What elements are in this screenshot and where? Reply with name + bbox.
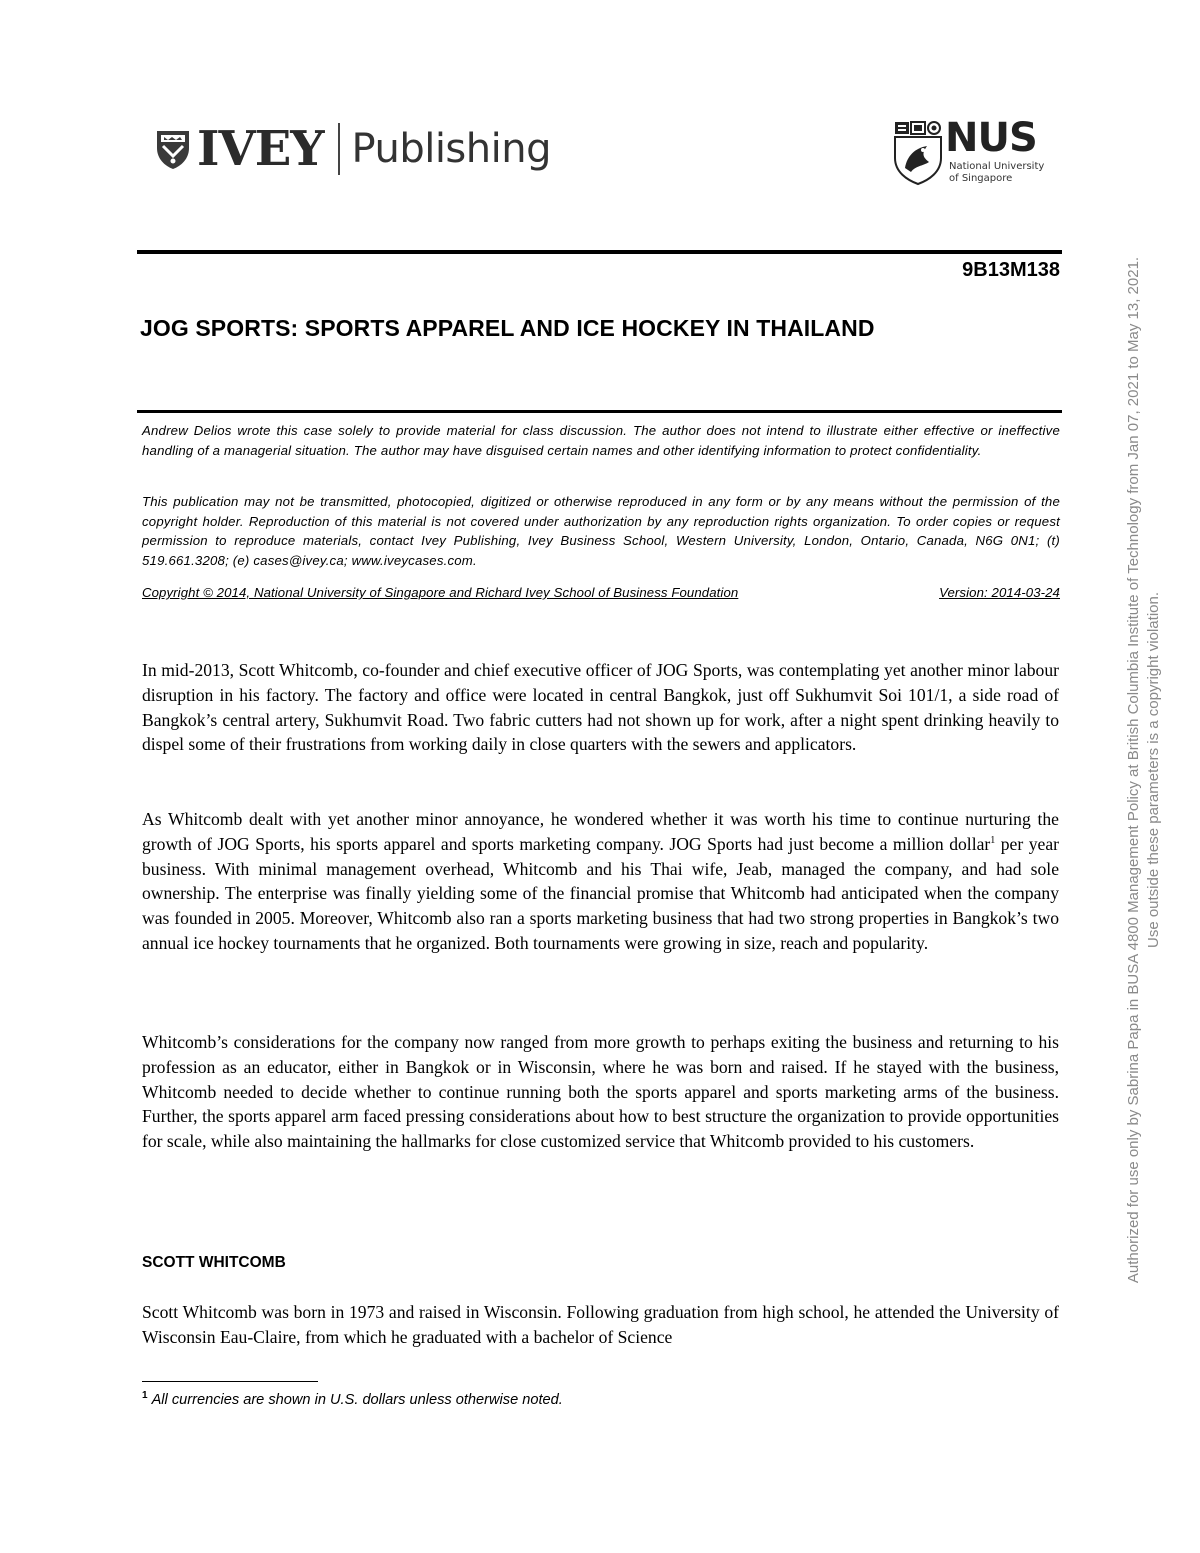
paragraph-considerations: Whitcomb’s considerations for the company now ranged from more growth to perhaps exiting the business and returning to his profession as an educator, either in Bangkok or in Wisconsin, where he was born and raised. If he stayed with the business, Whitcomb needed to decide whether to continue running both the sports apparel and sports marketing arms of the business. Further, the sports apparel arm faced pressing considerations about how to best structure the organization to provide opportunities for scale, while also maintaining the hallmarks for close customized service that Whitcomb provided to his customers. <box>142 1032 1059 1152</box>
paragraph-biography: Scott Whitcomb was born in 1973 and raised in Wisconsin. Following graduation from high school, he attended the University of Wisconsin Eau-Claire, from which he graduated with a bachelor of Science <box>142 1302 1059 1347</box>
ivey-shield-icon <box>155 128 191 170</box>
watermark-line2: Use outside these parameters is a copyright violation. <box>1145 592 1162 949</box>
nus-logo <box>893 115 1053 190</box>
authorization-watermark <box>1124 220 1164 1320</box>
footnote-mark: 1 <box>142 1390 148 1401</box>
authorship-notice: Andrew Delios wrote this case solely to provide material for class discussion. The author does not intend to illustrate either effective or ineffective handling of a managerial situation. The author may have disguised certain names and other identifying information to protect confidentiality. <box>142 423 1060 458</box>
permission-notice: This publication may not be transmitted, photocopied, digitized or otherwise reproduced in any form or by any means without the permission of the copyright holder. Reproduction of this material is not covered under authorization by any reproduction rights organization. To order copies or request permission to reproduce materials, contact Ivey Publishing, Ivey Business School, Western University, London, Ontario, Canada, N6G 0N1; (t) 519.661.3208; (e) cases@ivey.ca; www.iveycases.com. <box>142 494 1060 568</box>
copyright-text: Copyright © 2014, National University of Singapore and Richard Ivey School of Business Foundation <box>142 585 739 600</box>
footnote-text: All currencies are shown in U.S. dollars unless otherwise noted. <box>151 1391 563 1408</box>
copyright-line <box>142 584 1060 602</box>
case-title: JOG SPORTS: SPORTS APPAREL AND ICE HOCKEY IN THAILAND <box>140 315 875 341</box>
title-rule <box>137 410 1062 413</box>
logo-divider <box>338 123 340 175</box>
paragraph-intro: In mid-2013, Scott Whitcomb, co-founder and chief executive officer of JOG Sports, was contemplating yet another minor labour disruption in his factory. The factory and office were located in central Bangkok, just off Sukhumvit Soi 101/1, a side road of Bangkok’s central artery, Sukhumvit Road. Two fabric cutters had not shown up for work, after a night spent drinking heavily to dispel some of their frustrations from working daily in close quarters with the sewers and applicators. <box>142 660 1059 755</box>
section-heading: SCOTT WHITCOMB <box>142 1254 286 1271</box>
paragraph-whitcomb-dealt <box>142 807 1059 956</box>
header-rule <box>137 250 1062 254</box>
footnote <box>142 1390 563 1408</box>
paragraph-text-before-footnote: As Whitcomb dealt with yet another minor annoyance, he wondered whether it was worth his time to continue nurturing the growth of JOG Sports, his sports apparel and sports marketing company. JOG Sports had just become a million dollar <box>142 809 1059 854</box>
ivey-publishing-logo <box>155 118 551 180</box>
nus-subtitle-line1: National University <box>949 161 1045 172</box>
nus-wordmark: NUS <box>945 115 1037 161</box>
publishing-wordmark: Publishing <box>351 126 551 172</box>
nus-subtitle-line2: of Singapore <box>949 173 1013 184</box>
version-text: Version: 2014-03-24 <box>939 585 1060 600</box>
paragraph-text-after-footnote: per year business. With minimal management overhead, Whitcomb and his Thai wife, Jeab, managed the company, and had sole ownership. The enterprise was finally yielding some of the financial promise that Whitcomb had anticipated when the company was founded in 2005. Moreover, Whitcomb also ran a sports marketing business that had two strong properties in Bangkok’s two annual ice hockey tournaments that he organized. Both tournaments were growing in size, reach and popularity. <box>142 833 1059 953</box>
ivey-wordmark: IVEY <box>197 121 324 177</box>
case-code: 9B13M138 <box>962 259 1060 281</box>
nus-crest-icon <box>893 120 943 186</box>
footnote-reference[interactable]: 1 <box>990 834 996 846</box>
footnote-separator <box>142 1381 318 1382</box>
watermark-line1: Authorized for use only by Sabrina Papa in BUSA 4800 Management Policy at British Columbia Institute of Technology from Jan 07, 2021 to May 13, 2021. <box>1125 256 1142 1284</box>
